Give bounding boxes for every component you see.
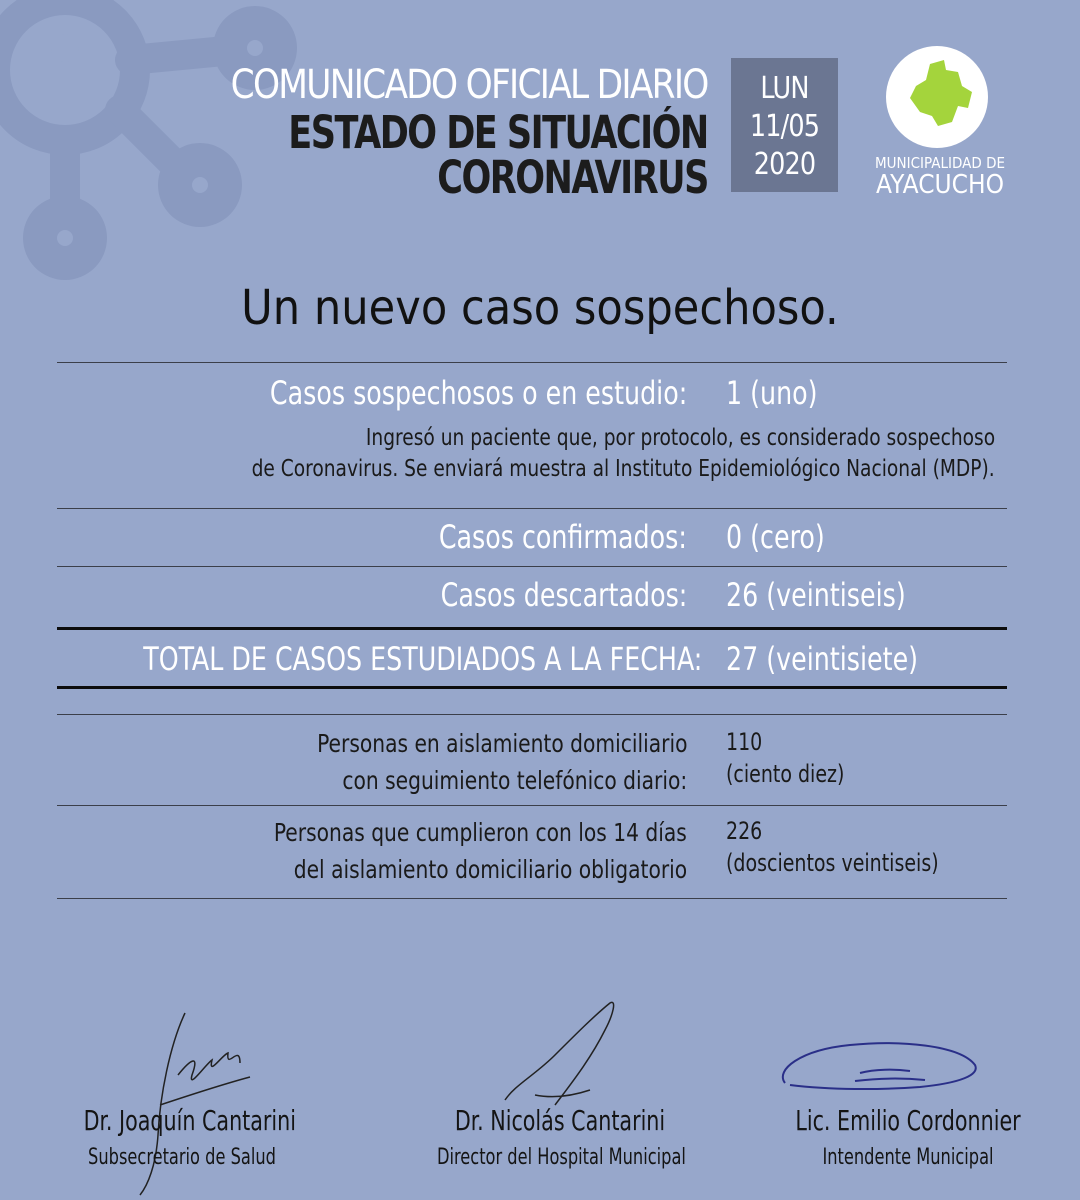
suspected-note-line1: Ingresó un paciente que, por protocolo, es considerado sospechoso xyxy=(365,425,995,451)
discarded-cases-label: Casos descartados: xyxy=(440,576,687,614)
total-cases-value: 27 (veintisiete) xyxy=(726,640,919,678)
signature-2-role: Director del Hospital Municipal xyxy=(437,1145,686,1170)
divider-thick xyxy=(57,627,1007,630)
suspected-cases-value: 1 (uno) xyxy=(726,374,818,412)
header-title-line1: ESTADO DE SITUACIÓN xyxy=(288,106,708,159)
signature-1-name: Dr. Joaquín Cantarini xyxy=(83,1104,296,1137)
isolation-value: 110 xyxy=(726,728,763,756)
completed-label-line2: del aislamiento domiciliario obligatorio xyxy=(293,855,687,884)
isolation-label-line1: Personas en aislamiento domiciliario xyxy=(316,729,687,758)
isolation-value-words: (ciento diez) xyxy=(726,760,845,788)
divider xyxy=(57,508,1007,509)
date-box xyxy=(731,58,838,192)
completed-label-line1: Personas que cumplieron con los 14 días xyxy=(274,818,687,847)
divider xyxy=(57,566,1007,567)
ayacucho-map-icon xyxy=(886,46,988,148)
date-day: LUN xyxy=(760,71,809,106)
suspected-cases-label: Casos sospechosos o en estudio: xyxy=(269,374,687,412)
divider-thick xyxy=(57,686,1007,689)
signature-1 xyxy=(130,1005,260,1200)
divider xyxy=(57,805,1007,806)
signature-3-role: Intendente Municipal xyxy=(822,1145,994,1170)
logo-text-top: MUNICIPALIDAD DE xyxy=(874,154,1006,172)
signature-2 xyxy=(495,995,625,1115)
header-subtitle: COMUNICADO OFICIAL DIARIO xyxy=(231,62,708,108)
headline: Un nuevo caso sospechoso. xyxy=(241,280,839,336)
discarded-cases-value: 26 (veintiseis) xyxy=(726,576,906,614)
divider xyxy=(57,362,1007,363)
virus-watermark-icon xyxy=(0,0,320,300)
signature-2-name: Dr. Nicolás Cantarini xyxy=(454,1104,666,1137)
divider xyxy=(57,714,1007,715)
signature-3 xyxy=(770,1035,985,1095)
date-year: 2020 xyxy=(753,147,816,182)
logo-text-bottom: AYACUCHO xyxy=(875,170,1005,200)
municipality-logo xyxy=(862,46,1018,202)
signature-1-role: Subsecretario de Salud xyxy=(88,1145,276,1170)
isolation-label-line2: con seguimiento telefónico diario: xyxy=(342,766,687,795)
total-cases-label: TOTAL DE CASOS ESTUDIADOS A LA FECHA: xyxy=(142,640,702,678)
confirmed-cases-value: 0 (cero) xyxy=(726,518,825,556)
completed-value-words: (doscientos veintiseis) xyxy=(726,849,939,877)
divider xyxy=(57,898,1007,899)
completed-value: 226 xyxy=(726,817,763,845)
signature-3-name: Lic. Emilio Cordonnier xyxy=(795,1104,1021,1137)
suspected-note-line2: de Coronavirus. Se enviará muestra al Instituto Epidemiológico Nacional (MDP). xyxy=(251,456,995,482)
header-title-line2: CORONAVIRUS xyxy=(437,151,708,204)
date-daymonth: 11/05 xyxy=(749,109,820,144)
confirmed-cases-label: Casos confirmados: xyxy=(438,518,687,556)
